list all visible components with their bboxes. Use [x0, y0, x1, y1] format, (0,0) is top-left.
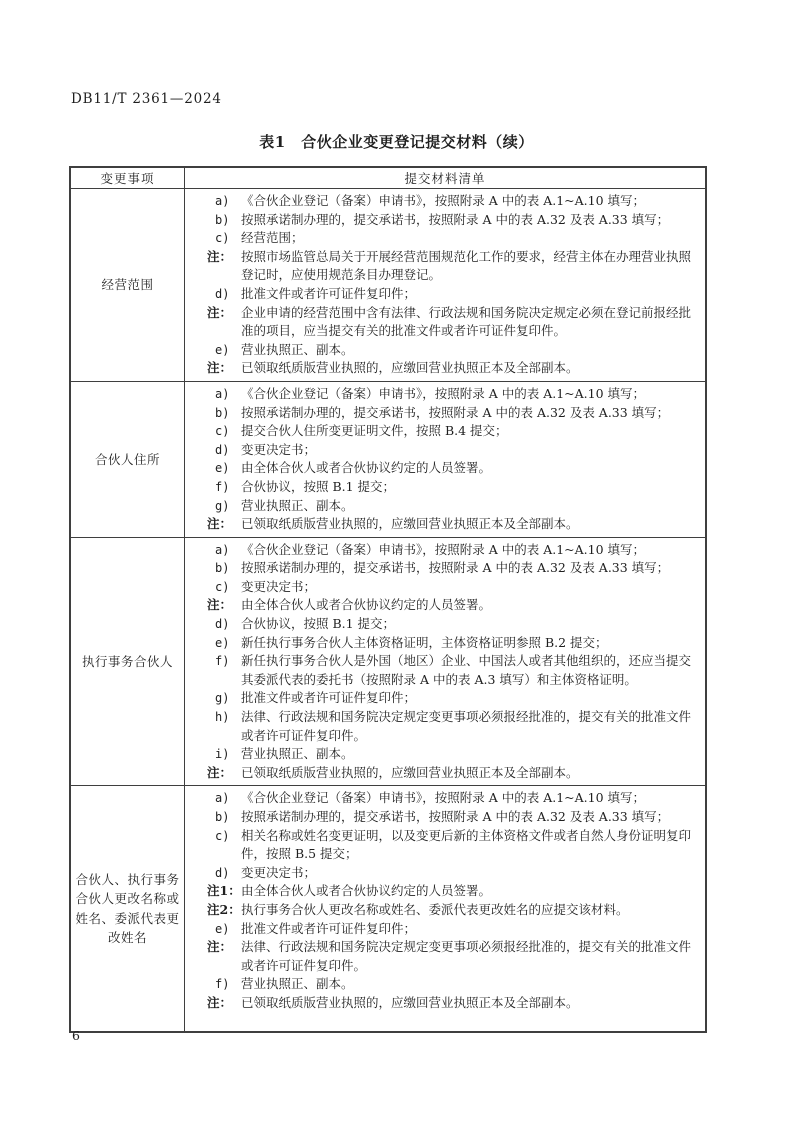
note-marker: 注： [207, 248, 233, 264]
item-letter-marker: e) [215, 921, 230, 936]
table-body [70, 189, 706, 1033]
material-line [207, 652, 697, 689]
item-letter-marker: f) [215, 654, 230, 669]
material-line [207, 559, 697, 578]
table-row [70, 189, 706, 382]
item-letter-marker: d) [215, 286, 230, 301]
material-text: 变更决定书； [241, 864, 317, 880]
table-header [70, 167, 706, 189]
material-text: 法律、行政法规和国务院决定规定变更事项必须报经批准的，提交有关的批准文件或者许可证件复印件。 [241, 939, 692, 973]
item-letter-marker: f) [215, 977, 230, 992]
material-text: 营业执照正、副本。 [241, 497, 354, 513]
note-marker: 注： [207, 764, 233, 780]
materials-list-cell [185, 381, 707, 537]
material-line [207, 441, 697, 460]
material-text: 《合伙企业登记（备案）申请书》，按照附录 A 中的表 A.1~A.10 填写； [241, 385, 646, 401]
material-text: 按照承诺制办理的，提交承诺书，按照附录 A 中的表 A.32 及表 A.33 填写； [241, 404, 670, 420]
material-text: 相关名称或姓名变更证明，以及变更后新的主体资格文件或者自然人身份证明复印件，按照 B.5 提交； [241, 827, 692, 862]
material-text: 已领取纸质版营业执照的，应缴回营业执照正本及全部副本。 [241, 764, 579, 780]
materials-table [69, 166, 707, 1033]
item-letter-marker: d) [215, 865, 230, 880]
note-marker: 注2： [207, 901, 241, 917]
material-line [207, 459, 697, 478]
item-letter-marker: f) [215, 479, 230, 494]
item-letter-marker: a) [215, 386, 230, 401]
material-line [207, 211, 697, 230]
material-text: 由全体合伙人或者合伙协议约定的人员签署。 [241, 597, 492, 613]
material-line [207, 596, 697, 615]
materials-list-cell [185, 537, 707, 786]
material-line [207, 578, 697, 597]
table-row [70, 537, 706, 786]
table-row [70, 786, 706, 1033]
note-marker: 注： [207, 939, 233, 955]
column-header-change-item: 变更事项 [70, 167, 185, 189]
material-text: 合伙协议，按照 B.1 提交； [241, 478, 396, 494]
material-line [207, 478, 697, 497]
material-line [207, 497, 697, 516]
item-letter-marker: d) [215, 617, 230, 632]
material-text: 已领取纸质版营业执照的，应缴回营业执照正本及全部副本。 [241, 360, 579, 376]
material-line [207, 708, 697, 745]
material-line [207, 304, 697, 341]
material-line [207, 808, 697, 827]
material-line [207, 994, 697, 1013]
material-text: 已领取纸质版营业执照的，应缴回营业执照正本及全部副本。 [241, 516, 579, 532]
material-line [207, 901, 697, 920]
material-text: 批准文件或者许可证件复印件； [241, 285, 417, 301]
material-line [207, 285, 697, 304]
note-marker: 注： [207, 360, 233, 376]
material-line [207, 864, 697, 883]
item-letter-marker: a) [215, 194, 230, 208]
material-line [207, 192, 697, 211]
change-item-cell: 合伙人住所 [70, 381, 185, 537]
material-text: 变更决定书； [241, 441, 317, 457]
material-line [207, 422, 697, 441]
material-line [207, 975, 697, 994]
material-text: 由全体合伙人或者合伙协议约定的人员签署。 [241, 883, 492, 899]
item-letter-marker: e) [215, 461, 230, 476]
material-line [207, 385, 697, 404]
standard-number: DB11/T 2361—2024 [71, 91, 222, 107]
change-item-cell: 合伙人、执行事务合伙人更改名称或姓名、委派代表更改姓名 [70, 786, 185, 1033]
material-text: 由全体合伙人或者合伙协议约定的人员签署。 [241, 460, 492, 476]
item-letter-marker: i) [215, 747, 230, 762]
material-line [207, 615, 697, 634]
item-letter-marker: e) [215, 342, 230, 357]
material-text: 按照市场监管总局关于开展经营范围规范化工作的要求，经营主体在办理营业执照登记时，应使用规范条目办理登记。 [241, 248, 692, 283]
material-text: 合伙协议，按照 B.1 提交； [241, 616, 396, 632]
material-line [207, 229, 697, 248]
item-letter-marker: g) [215, 498, 230, 513]
material-line [207, 341, 697, 360]
material-line [207, 938, 697, 975]
item-letter-marker: h) [215, 710, 230, 725]
material-text: 《合伙企业登记（备案）申请书》，按照附录 A 中的表 A.1~A.10 填写； [241, 541, 646, 557]
material-text: 营业执照正、副本。 [241, 976, 354, 992]
change-item-cell: 经营范围 [70, 189, 185, 382]
material-text: 批准文件或者许可证件复印件； [241, 690, 417, 706]
material-line [207, 745, 697, 764]
item-letter-marker: c) [215, 424, 230, 439]
page-number: 6 [72, 1028, 80, 1043]
material-text: 《合伙企业登记（备案）申请书》，按照附录 A 中的表 A.1~A.10 填写； [241, 790, 646, 806]
material-line [207, 634, 697, 653]
item-letter-marker: d) [215, 442, 230, 457]
material-text: 批准文件或者许可证件复印件； [241, 920, 417, 936]
material-line [207, 541, 697, 560]
item-letter-marker: a) [215, 791, 230, 806]
material-line [207, 789, 697, 808]
item-letter-marker: c) [215, 828, 230, 843]
material-text: 新任执行事务合伙人主体资格证明，主体资格证明参照 B.2 提交； [241, 634, 608, 650]
item-letter-marker: c) [215, 579, 230, 594]
material-line [207, 920, 697, 939]
material-line [207, 515, 697, 534]
item-letter-marker: b) [215, 561, 230, 576]
material-text: 变更决定书； [241, 578, 317, 594]
material-line [207, 689, 697, 708]
item-letter-marker: c) [215, 231, 230, 246]
material-text: 企业申请的经营范围中含有法律、行政法规和国务院决定规定必须在登记前报经批准的项目，应当提交有关的批准文件或者许可证件复印件。 [241, 304, 692, 339]
table-title: 表1 合伙企业变更登记提交材料（续） [259, 133, 534, 151]
material-text: 法律、行政法规和国务院决定规定变更事项必须报经批准的，提交有关的批准文件或者许可证件复印件。 [241, 709, 692, 743]
material-text: 按照承诺制办理的，提交承诺书，按照附录 A 中的表 A.32 及表 A.33 填写； [241, 809, 670, 824]
material-line [207, 404, 697, 423]
change-item-cell: 执行事务合伙人 [70, 537, 185, 786]
item-letter-marker: b) [215, 405, 230, 420]
item-letter-marker: b) [215, 810, 230, 824]
note-marker: 注1： [207, 883, 241, 899]
material-text: 提交合伙人住所变更证明文件，按照 B.4 提交； [241, 423, 508, 439]
material-text: 《合伙企业登记（备案）申请书》，按照附录 A 中的表 A.1~A.10 填写； [241, 193, 646, 208]
item-letter-marker: g) [215, 691, 230, 706]
material-text: 营业执照正、副本。 [241, 746, 354, 762]
note-marker: 注： [207, 994, 233, 1010]
note-marker: 注： [207, 597, 233, 613]
column-header-materials-list: 提交材料清单 [185, 167, 707, 189]
material-line [207, 827, 697, 864]
material-line [207, 248, 697, 285]
table-row [70, 381, 706, 537]
item-letter-marker: e) [215, 635, 230, 650]
material-line [207, 764, 697, 783]
material-text: 按照承诺制办理的，提交承诺书，按照附录 A 中的表 A.32 及表 A.33 填写； [241, 560, 670, 576]
item-letter-marker: a) [215, 542, 230, 557]
material-text: 执行事务合伙人更改名称或姓名、委派代表更改姓名的应提交该材料。 [241, 901, 629, 917]
materials-list-cell [185, 786, 707, 1033]
material-text: 营业执照正、副本。 [241, 341, 354, 357]
material-text: 经营范围； [241, 230, 304, 246]
material-text: 新任执行事务合伙人是外国（地区）企业、中国法人或者其他组织的，还应当提交其委派代表的委托书（按照附录 A 中的表 A.3 填写）和主体资格证明。 [241, 653, 692, 687]
material-text: 已领取纸质版营业执照的，应缴回营业执照正本及全部副本。 [241, 994, 579, 1010]
note-marker: 注： [207, 516, 233, 532]
material-text: 按照承诺制办理的，提交承诺书，按照附录 A 中的表 A.32 及表 A.33 填写； [241, 211, 670, 227]
material-line [207, 882, 697, 901]
header-row [70, 167, 706, 189]
note-marker: 注： [207, 304, 233, 320]
item-letter-marker: b) [215, 212, 230, 227]
materials-list-cell [185, 189, 707, 382]
material-line [207, 359, 697, 378]
